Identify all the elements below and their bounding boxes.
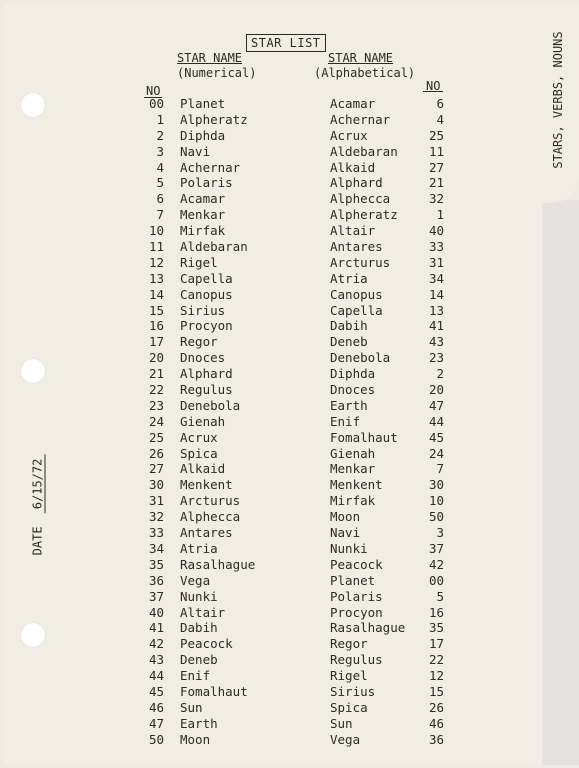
star-name-numerical: Altair <box>180 604 226 620</box>
star-name-numerical: Peacock <box>180 636 233 652</box>
star-name-numerical: Mirfak <box>180 223 226 239</box>
table-row <box>0 525 540 541</box>
star-name-alphabetical: Altair <box>330 223 376 239</box>
star-number: 46 <box>148 699 164 715</box>
star-number-alphabetical: 40 <box>428 223 444 239</box>
table-row <box>0 620 540 636</box>
star-name-alphabetical: Spica <box>330 699 368 715</box>
star-name-numerical: Aldebaran <box>180 239 248 255</box>
star-number-alphabetical: 21 <box>428 175 444 191</box>
star-number-alphabetical: 2 <box>436 366 444 382</box>
table-row <box>0 144 540 160</box>
table-row <box>0 477 540 493</box>
left-header <box>177 51 256 81</box>
star-number: 10 <box>148 223 164 239</box>
star-name-numerical: Diphda <box>180 127 226 143</box>
star-name-numerical: Alpheratz <box>180 111 248 127</box>
table-row <box>0 303 540 319</box>
star-name-numerical: Capella <box>180 270 233 286</box>
star-number: 13 <box>148 270 164 286</box>
star-name-numerical: Alphard <box>180 366 233 382</box>
star-name-numerical: Atria <box>180 540 218 556</box>
star-number-alphabetical: 13 <box>428 302 444 318</box>
star-name-numerical: Rasalhague <box>180 556 256 572</box>
star-number: 25 <box>148 429 164 445</box>
star-number: 44 <box>148 668 164 684</box>
table-row <box>0 716 540 732</box>
star-name-alphabetical: Navi <box>330 525 361 541</box>
star-name-alphabetical: Acamar <box>330 96 376 111</box>
star-name-alphabetical: Diphda <box>330 366 376 382</box>
star-number: 50 <box>148 731 164 747</box>
star-number-alphabetical: 43 <box>428 334 444 350</box>
star-number: 23 <box>148 397 164 413</box>
left-no-label: NO <box>146 84 161 98</box>
star-number-alphabetical: 36 <box>428 731 444 747</box>
table-row <box>0 430 540 446</box>
star-name-alphabetical: Nunki <box>330 540 368 556</box>
star-number-alphabetical: 14 <box>428 286 444 302</box>
date-label: DATE <box>30 526 45 556</box>
table-row <box>0 461 540 477</box>
star-number-alphabetical: 10 <box>428 493 444 509</box>
star-number: 17 <box>148 334 164 350</box>
star-number: 35 <box>148 556 164 572</box>
star-number-alphabetical: 37 <box>428 540 444 556</box>
star-number: 16 <box>148 318 164 334</box>
table-row <box>0 175 540 191</box>
star-name-alphabetical: Earth <box>330 397 368 413</box>
star-name-alphabetical: Dabih <box>330 318 368 334</box>
star-number: 3 <box>156 143 164 159</box>
star-number-alphabetical: 22 <box>428 652 444 668</box>
star-name-numerical: Procyon <box>180 318 233 334</box>
star-number: 33 <box>148 525 164 541</box>
star-name-numerical: Menkar <box>180 207 226 223</box>
table-row <box>0 239 540 255</box>
star-name-alphabetical: Menkent <box>330 477 383 493</box>
star-number-alphabetical: 16 <box>428 604 444 620</box>
star-name-numerical: Gienah <box>180 413 226 429</box>
table-row <box>0 557 540 573</box>
star-name-numerical: Arcturus <box>180 493 241 509</box>
star-name-numerical: Dnoces <box>180 350 226 366</box>
table-row <box>0 350 540 366</box>
star-number-alphabetical: 47 <box>428 397 444 413</box>
star-name-numerical: Enif <box>180 668 211 684</box>
left-header-line2: (Numerical) <box>177 66 257 80</box>
star-number-alphabetical: 23 <box>428 350 444 366</box>
star-name-numerical: Planet <box>180 96 226 111</box>
star-name-alphabetical: Capella <box>330 302 383 318</box>
star-name-alphabetical: Planet <box>330 572 376 588</box>
star-number-alphabetical: 7 <box>436 461 444 477</box>
table-row <box>0 652 540 668</box>
star-number: 43 <box>148 652 164 668</box>
right-no-label: NO <box>426 79 441 93</box>
star-number: 00 <box>148 96 164 111</box>
star-name-alphabetical: Alpheratz <box>330 207 398 223</box>
star-number: 12 <box>148 254 164 270</box>
table-row <box>0 700 540 716</box>
star-name-alphabetical: Regulus <box>330 652 383 668</box>
star-name-numerical: Dabih <box>180 620 218 636</box>
star-number-alphabetical: 5 <box>436 588 444 604</box>
star-name-alphabetical: Denebola <box>330 350 391 366</box>
star-number: 37 <box>148 588 164 604</box>
star-number: 32 <box>148 509 164 525</box>
star-name-numerical: Polaris <box>180 175 233 191</box>
left-header-line1: STAR NAME <box>177 51 243 65</box>
star-number: 15 <box>148 302 164 318</box>
star-number-alphabetical: 12 <box>428 668 444 684</box>
star-name-numerical: Deneb <box>180 652 218 668</box>
star-name-alphabetical: Gienah <box>330 445 376 461</box>
star-number: 27 <box>148 461 164 477</box>
star-name-alphabetical: Sirius <box>330 683 376 699</box>
table-row <box>0 287 540 303</box>
tab-label: STARS, VERBS, NOUNS <box>551 31 565 169</box>
star-name-alphabetical: Mirfak <box>330 493 376 509</box>
table-row <box>0 271 540 287</box>
star-name-numerical: Sirius <box>180 302 226 318</box>
star-number: 26 <box>148 445 164 461</box>
right-header <box>314 51 415 81</box>
star-name-alphabetical: Procyon <box>330 604 383 620</box>
star-number: 45 <box>148 683 164 699</box>
star-number-alphabetical: 26 <box>428 699 444 715</box>
star-number-alphabetical: 33 <box>428 239 444 255</box>
star-name-alphabetical: Menkar <box>330 461 376 477</box>
star-name-alphabetical: Arcturus <box>330 254 391 270</box>
page-title: STAR LIST <box>246 34 326 52</box>
table-row <box>0 223 540 239</box>
star-number-alphabetical: 25 <box>428 127 444 143</box>
table-row <box>0 509 540 525</box>
star-name-alphabetical: Enif <box>330 413 361 429</box>
star-name-alphabetical: Alphard <box>330 175 383 191</box>
star-number: 24 <box>148 413 164 429</box>
star-name-alphabetical: Aldebaran <box>330 143 398 159</box>
star-number: 7 <box>156 207 164 223</box>
star-name-alphabetical: Rasalhague <box>330 620 406 636</box>
star-name-alphabetical: Sun <box>330 715 353 731</box>
star-number-alphabetical: 3 <box>436 525 444 541</box>
star-name-numerical: Moon <box>180 731 211 747</box>
star-name-alphabetical: Antares <box>330 239 383 255</box>
star-number: 4 <box>156 159 164 175</box>
table-row <box>0 414 540 430</box>
star-number: 14 <box>148 286 164 302</box>
right-header-line1: STAR NAME <box>328 51 394 65</box>
star-number-alphabetical: 41 <box>428 318 444 334</box>
star-number-alphabetical: 32 <box>428 191 444 207</box>
star-name-numerical: Alkaid <box>180 461 226 477</box>
star-number: 36 <box>148 572 164 588</box>
star-table <box>0 96 540 748</box>
star-number: 20 <box>148 350 164 366</box>
table-row <box>0 160 540 176</box>
star-number: 41 <box>148 620 164 636</box>
star-number-alphabetical: 34 <box>428 270 444 286</box>
star-name-numerical: Sun <box>180 699 203 715</box>
star-name-numerical: Regulus <box>180 382 233 398</box>
star-name-alphabetical: Acrux <box>330 127 368 143</box>
star-name-alphabetical: Rigel <box>330 668 368 684</box>
table-row <box>0 732 540 748</box>
table-row <box>0 493 540 509</box>
table-row <box>0 398 540 414</box>
star-number: 1 <box>156 111 164 127</box>
star-name-numerical: Vega <box>180 572 211 588</box>
star-number-alphabetical: 44 <box>428 413 444 429</box>
star-number-alphabetical: 17 <box>428 636 444 652</box>
star-number-alphabetical: 46 <box>428 715 444 731</box>
star-name-numerical: Navi <box>180 143 211 159</box>
date-value: 6/15/72 <box>31 455 46 514</box>
star-number-alphabetical: 11 <box>428 143 444 159</box>
star-name-alphabetical: Regor <box>330 636 368 652</box>
table-row <box>0 684 540 700</box>
star-name-alphabetical: Alkaid <box>330 159 376 175</box>
star-name-alphabetical: Dnoces <box>330 382 376 398</box>
table-row <box>0 112 540 128</box>
star-number: 34 <box>148 540 164 556</box>
table-row <box>0 541 540 557</box>
star-name-numerical: Spica <box>180 445 218 461</box>
table-row <box>0 96 540 112</box>
table-row <box>0 207 540 223</box>
star-name-numerical: Rigel <box>180 254 218 270</box>
star-name-numerical: Antares <box>180 525 233 541</box>
star-number-alphabetical: 1 <box>436 207 444 223</box>
table-row <box>0 128 540 144</box>
table-row <box>0 636 540 652</box>
star-number-alphabetical: 15 <box>428 683 444 699</box>
star-number-alphabetical: 31 <box>428 254 444 270</box>
star-name-numerical: Acamar <box>180 191 226 207</box>
star-number: 2 <box>156 127 164 143</box>
star-number: 40 <box>148 604 164 620</box>
star-name-numerical: Regor <box>180 334 218 350</box>
star-number: 11 <box>148 239 164 255</box>
star-number: 47 <box>148 715 164 731</box>
star-name-alphabetical: Vega <box>330 731 361 747</box>
star-name-numerical: Fomalhaut <box>180 683 248 699</box>
star-number-alphabetical: 50 <box>428 509 444 525</box>
table-row <box>0 382 540 398</box>
table-row <box>0 668 540 684</box>
star-number: 42 <box>148 636 164 652</box>
star-name-alphabetical: Atria <box>330 270 368 286</box>
star-name-numerical: Acrux <box>180 429 218 445</box>
star-name-alphabetical: Achernar <box>330 111 391 127</box>
star-number: 30 <box>148 477 164 493</box>
table-row <box>0 446 540 462</box>
star-name-alphabetical: Polaris <box>330 588 383 604</box>
star-number: 6 <box>156 191 164 207</box>
star-name-alphabetical: Canopus <box>330 286 383 302</box>
star-name-numerical: Alphecca <box>180 509 241 525</box>
table-row <box>0 191 540 207</box>
star-name-numerical: Denebola <box>180 397 241 413</box>
star-number-alphabetical: 6 <box>436 96 444 111</box>
star-number-alphabetical: 20 <box>428 382 444 398</box>
right-header-line2: (Alphabetical) <box>314 66 416 80</box>
star-number: 31 <box>148 493 164 509</box>
star-number: 22 <box>148 382 164 398</box>
star-number-alphabetical: 00 <box>428 572 444 588</box>
star-number-alphabetical: 24 <box>428 445 444 461</box>
star-name-numerical: Menkent <box>180 477 233 493</box>
star-name-numerical: Nunki <box>180 588 218 604</box>
star-number-alphabetical: 30 <box>428 477 444 493</box>
star-name-numerical: Achernar <box>180 159 241 175</box>
star-number-alphabetical: 4 <box>436 111 444 127</box>
table-row <box>0 366 540 382</box>
star-name-alphabetical: Moon <box>330 509 361 525</box>
star-name-numerical: Earth <box>180 715 218 731</box>
table-row <box>0 589 540 605</box>
right-no-underline <box>423 91 443 92</box>
table-row <box>0 334 540 350</box>
star-number-alphabetical: 45 <box>428 429 444 445</box>
table-row <box>0 605 540 621</box>
star-number-alphabetical: 35 <box>428 620 444 636</box>
table-row <box>0 255 540 271</box>
star-name-alphabetical: Alphecca <box>330 191 391 207</box>
star-name-numerical: Canopus <box>180 286 233 302</box>
star-number: 21 <box>148 366 164 382</box>
star-name-alphabetical: Fomalhaut <box>330 429 398 445</box>
table-row <box>0 318 540 334</box>
table-row <box>0 573 540 589</box>
star-number-alphabetical: 27 <box>428 159 444 175</box>
star-name-alphabetical: Deneb <box>330 334 368 350</box>
card-edge-shadow <box>542 200 579 765</box>
star-number-alphabetical: 42 <box>428 556 444 572</box>
star-number: 5 <box>156 175 164 191</box>
star-name-alphabetical: Peacock <box>330 556 383 572</box>
